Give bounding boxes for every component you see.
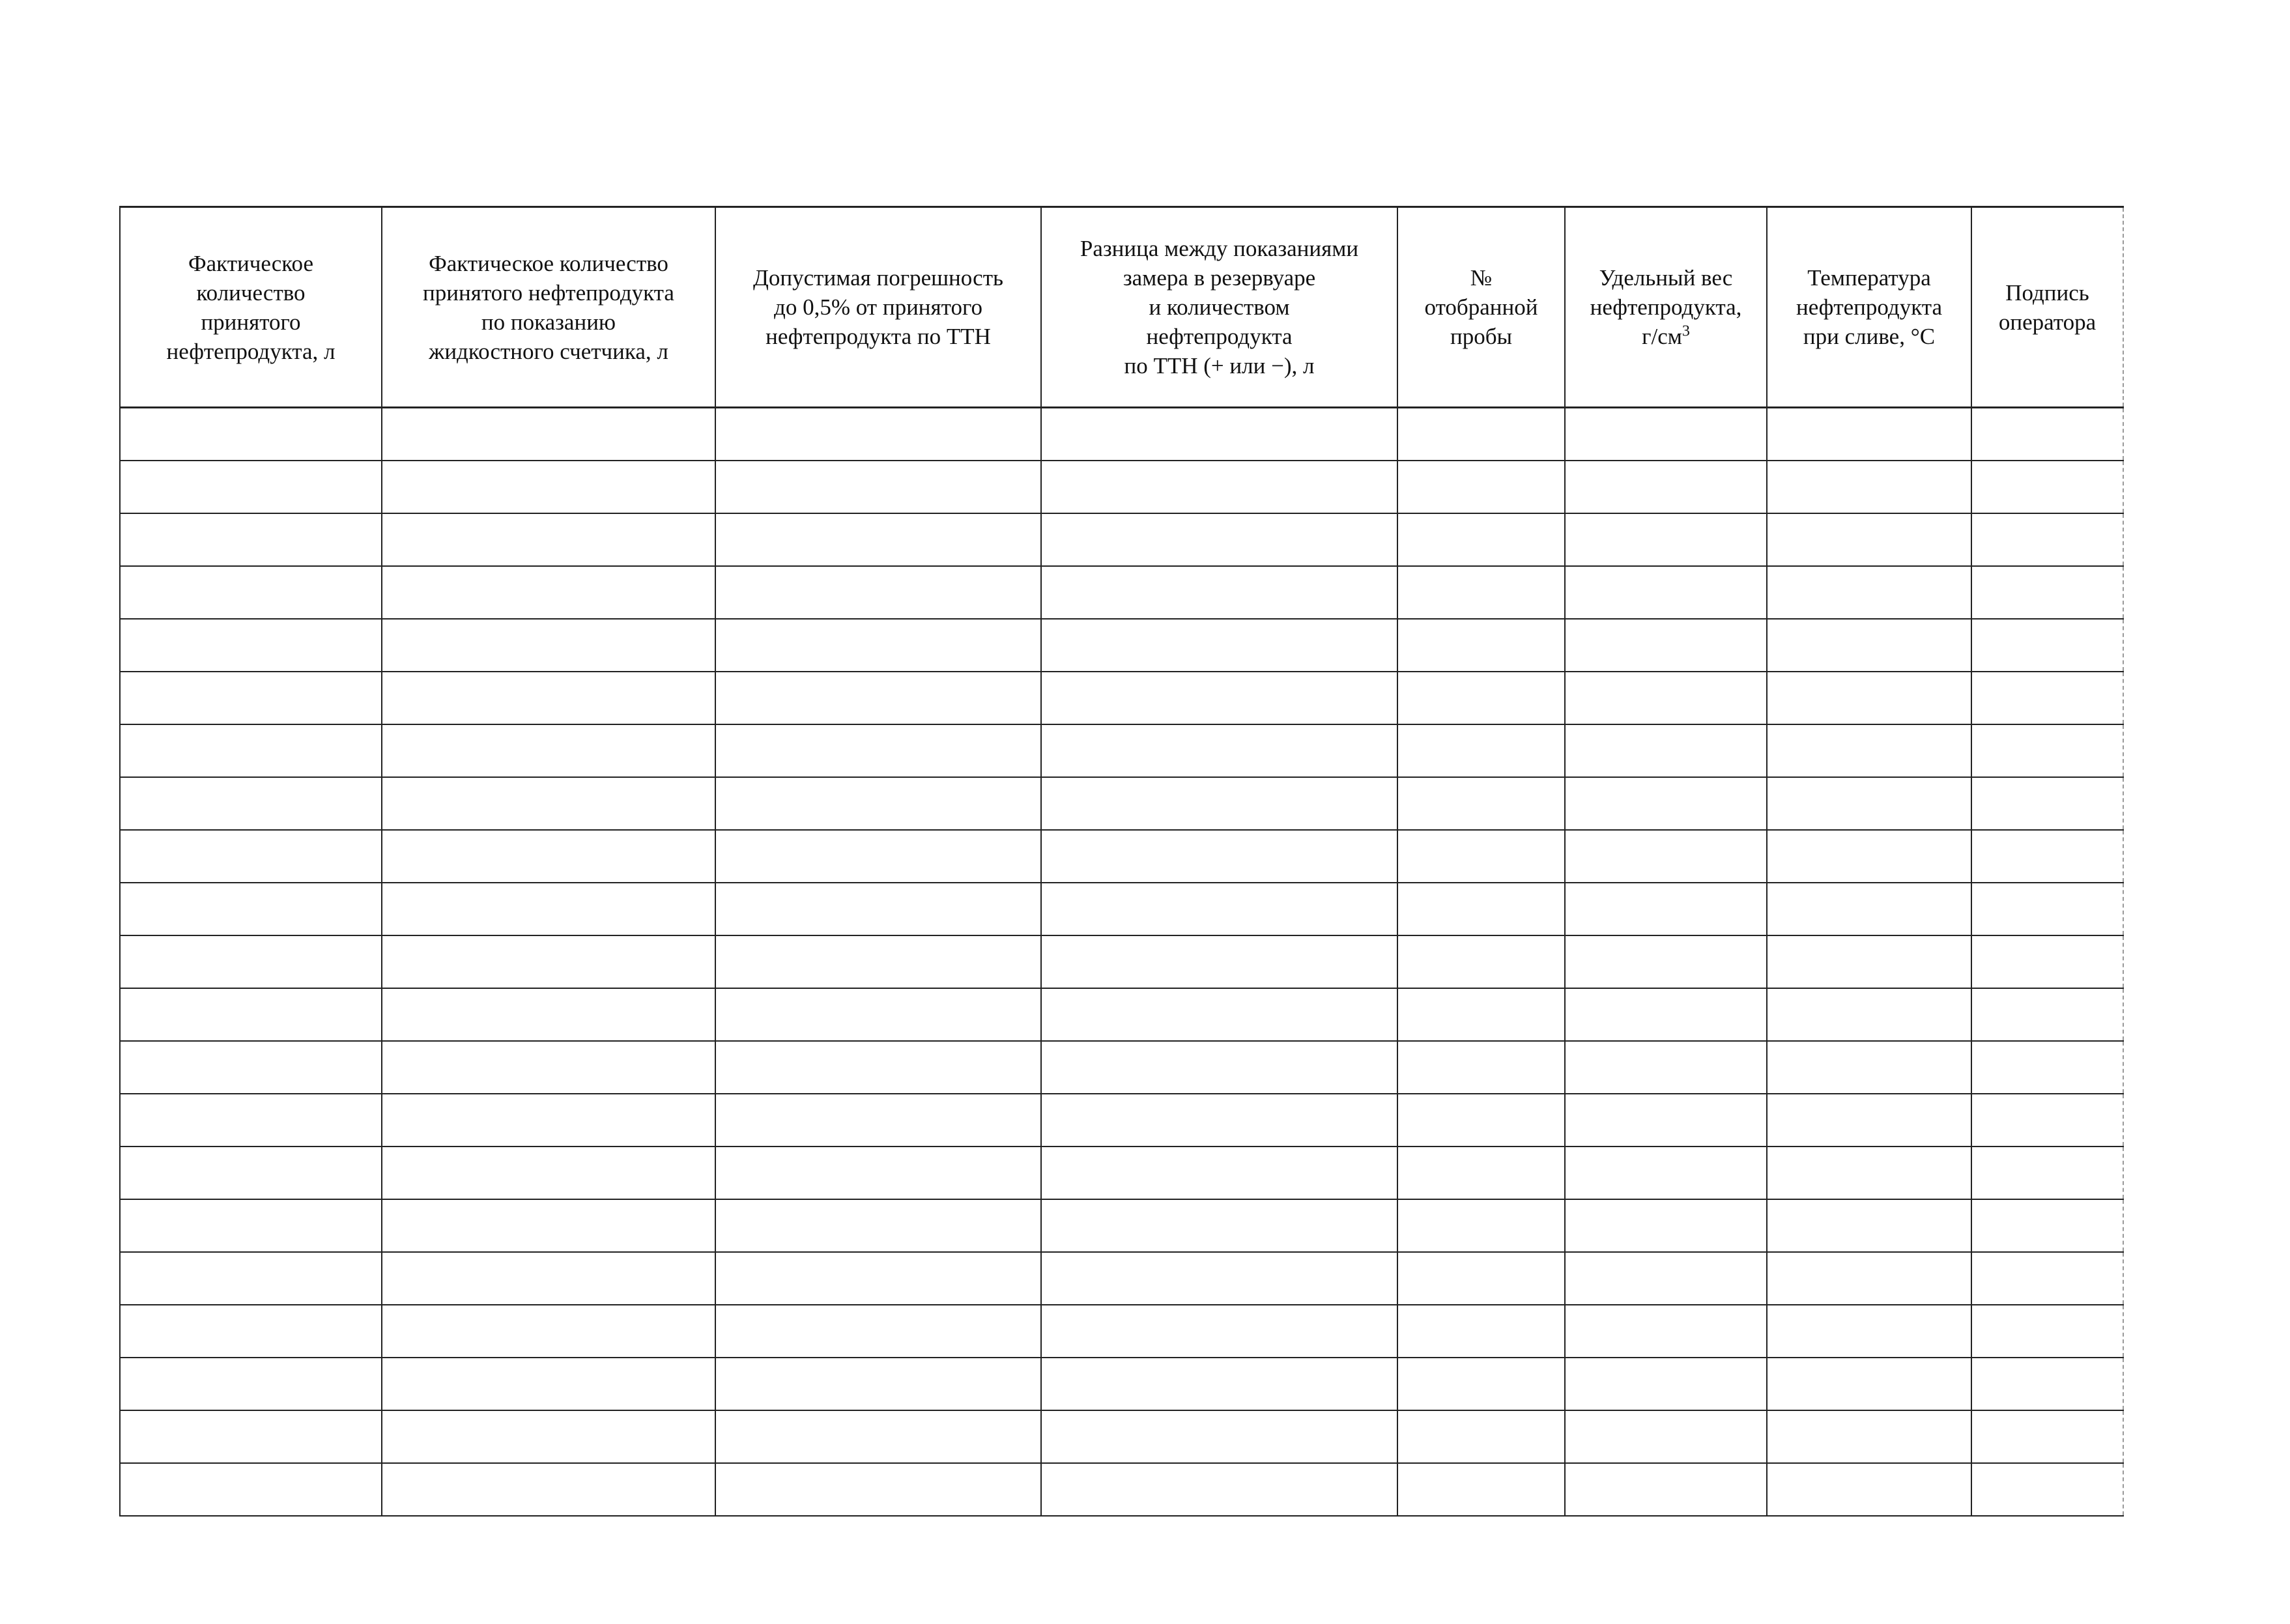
table-cell[interactable]	[715, 1147, 1041, 1199]
table-cell[interactable]	[1397, 566, 1565, 619]
table-cell[interactable]	[1397, 1410, 1565, 1463]
table-cell[interactable]	[715, 1041, 1041, 1094]
table-row	[120, 935, 2123, 988]
table-cell[interactable]	[382, 1305, 715, 1358]
table-cell[interactable]	[1971, 1147, 2123, 1199]
table-cell[interactable]	[1565, 724, 1767, 777]
header-temperature	[1767, 207, 1971, 408]
table-cell[interactable]	[120, 1358, 382, 1410]
header-allowed-error	[715, 207, 1041, 408]
table-cell[interactable]	[1565, 1199, 1767, 1252]
table-cell[interactable]	[1767, 1305, 1971, 1358]
header-row	[120, 207, 2123, 408]
table-cell[interactable]	[1767, 724, 1971, 777]
table-cell[interactable]	[1565, 830, 1767, 883]
table-cell[interactable]	[120, 1410, 382, 1463]
table-cell[interactable]	[1971, 1410, 2123, 1463]
table-cell[interactable]	[1971, 1305, 2123, 1358]
table-cell[interactable]	[1971, 408, 2123, 461]
table-cell[interactable]	[1041, 1358, 1397, 1410]
table-row	[120, 988, 2123, 1041]
table-cell[interactable]	[715, 988, 1041, 1041]
table-cell[interactable]	[1041, 830, 1397, 883]
table-cell[interactable]	[1565, 672, 1767, 724]
table-row	[120, 1147, 2123, 1199]
table-cell[interactable]	[382, 408, 715, 461]
table-cell[interactable]	[382, 513, 715, 566]
table-cell[interactable]	[382, 461, 715, 513]
table-cell[interactable]	[1397, 1147, 1565, 1199]
table-row	[120, 408, 2123, 461]
table-cell[interactable]	[1971, 619, 2123, 672]
table-cell[interactable]	[1397, 408, 1565, 461]
table-cell[interactable]	[1767, 461, 1971, 513]
table-cell[interactable]	[1971, 461, 2123, 513]
table-cell[interactable]	[1041, 1041, 1397, 1094]
table-cell[interactable]	[1041, 619, 1397, 672]
table-cell[interactable]	[382, 619, 715, 672]
table-cell[interactable]	[1971, 988, 2123, 1041]
table-cell[interactable]	[120, 1147, 382, 1199]
table-cell[interactable]	[1971, 1463, 2123, 1516]
table-cell[interactable]	[1397, 724, 1565, 777]
table-row	[120, 1358, 2123, 1410]
table-cell[interactable]	[1565, 777, 1767, 830]
table-cell[interactable]	[1565, 1358, 1767, 1410]
table-cell[interactable]	[1397, 830, 1565, 883]
intake-log-table	[119, 206, 2124, 1517]
table-cell[interactable]	[1565, 1305, 1767, 1358]
table-cell[interactable]	[715, 1199, 1041, 1252]
table-cell[interactable]	[1041, 1094, 1397, 1147]
table-cell[interactable]	[1565, 1252, 1767, 1305]
table-cell[interactable]	[382, 672, 715, 724]
table-cell[interactable]	[1041, 672, 1397, 724]
table-cell[interactable]	[1767, 1463, 1971, 1516]
table-cell[interactable]	[382, 1358, 715, 1410]
table-cell[interactable]	[1971, 830, 2123, 883]
table-cell[interactable]	[120, 724, 382, 777]
table-cell[interactable]	[382, 566, 715, 619]
table-cell[interactable]	[715, 1358, 1041, 1410]
table-row	[120, 672, 2123, 724]
table-cell[interactable]	[382, 935, 715, 988]
table-cell[interactable]	[1565, 1094, 1767, 1147]
table-row	[120, 883, 2123, 935]
header-specific-weight-exponent: 3	[1682, 322, 1690, 340]
table-cell[interactable]	[715, 513, 1041, 566]
table-header	[120, 207, 2123, 408]
header-allowed-error-label: Допустимая погрешность до 0,5% от принятого нефтепродукта по ТТН	[753, 265, 1003, 349]
table-cell[interactable]	[382, 883, 715, 935]
table-row	[120, 1041, 2123, 1094]
table-row	[120, 566, 2123, 619]
table-cell[interactable]	[1397, 1252, 1565, 1305]
table-cell[interactable]	[1397, 1358, 1565, 1410]
table-row	[120, 1094, 2123, 1147]
table-cell[interactable]	[382, 1094, 715, 1147]
table-cell[interactable]	[1041, 1199, 1397, 1252]
header-specific-weight-label: Удельный вес нефтепродукта, г/см	[1590, 265, 1742, 349]
table-cell[interactable]	[1565, 408, 1767, 461]
table-cell[interactable]	[1767, 935, 1971, 988]
table-cell[interactable]	[1971, 672, 2123, 724]
table-cell[interactable]	[1041, 1410, 1397, 1463]
table-cell[interactable]	[1565, 619, 1767, 672]
table-cell[interactable]	[120, 1094, 382, 1147]
table-cell[interactable]	[1767, 513, 1971, 566]
table-cell[interactable]	[120, 1305, 382, 1358]
table-cell[interactable]	[715, 566, 1041, 619]
table-cell[interactable]	[1767, 1199, 1971, 1252]
table-row	[120, 724, 2123, 777]
table-cell[interactable]	[120, 672, 382, 724]
table-cell[interactable]	[1971, 513, 2123, 566]
header-actual-quantity	[120, 207, 382, 408]
table-cell[interactable]	[1767, 1094, 1971, 1147]
table-cell[interactable]	[1767, 566, 1971, 619]
table-row	[120, 513, 2123, 566]
table-cell[interactable]	[382, 724, 715, 777]
table-cell[interactable]	[1041, 566, 1397, 619]
table-cell[interactable]	[120, 1463, 382, 1516]
table-cell[interactable]	[382, 1041, 715, 1094]
table-cell[interactable]	[120, 777, 382, 830]
table-cell[interactable]	[1767, 408, 1971, 461]
table-cell[interactable]	[1565, 513, 1767, 566]
table-cell[interactable]	[1397, 619, 1565, 672]
table-cell[interactable]	[120, 461, 382, 513]
table-cell[interactable]	[1971, 566, 2123, 619]
table-cell[interactable]	[1767, 619, 1971, 672]
table-cell[interactable]	[1565, 1410, 1767, 1463]
table-cell[interactable]	[1565, 566, 1767, 619]
table-cell[interactable]	[1041, 513, 1397, 566]
table-cell[interactable]	[715, 1094, 1041, 1147]
table-cell[interactable]	[1397, 777, 1565, 830]
table-cell[interactable]	[1767, 988, 1971, 1041]
table-row	[120, 461, 2123, 513]
table-cell[interactable]	[715, 461, 1041, 513]
table-row	[120, 830, 2123, 883]
table-cell[interactable]	[1971, 777, 2123, 830]
table-cell[interactable]	[1767, 777, 1971, 830]
table-cell[interactable]	[1041, 1252, 1397, 1305]
table-cell[interactable]	[1767, 830, 1971, 883]
table-cell[interactable]	[120, 1041, 382, 1094]
table-cell[interactable]	[382, 1147, 715, 1199]
header-difference-label: Разница между показаниями замера в резервуаре и количеством нефтепродукта по ТТН (+ или −), л	[1080, 236, 1359, 378]
table-cell[interactable]	[120, 935, 382, 988]
table-cell[interactable]	[1397, 1463, 1565, 1516]
table-cell[interactable]	[715, 883, 1041, 935]
table-cell[interactable]	[715, 672, 1041, 724]
table-cell[interactable]	[1565, 1463, 1767, 1516]
table-cell[interactable]	[1565, 1147, 1767, 1199]
header-operator-signature	[1971, 207, 2123, 408]
table-cell[interactable]	[1397, 672, 1565, 724]
table-cell[interactable]	[1767, 1358, 1971, 1410]
table-cell[interactable]	[1041, 724, 1397, 777]
header-difference	[1041, 207, 1397, 408]
table-cell[interactable]	[715, 619, 1041, 672]
table-cell[interactable]	[1565, 883, 1767, 935]
table-cell[interactable]	[715, 1410, 1041, 1463]
header-actual-quantity-label: Фактическое количество принятого нефтепродукта, л	[166, 250, 336, 364]
table-row	[120, 1463, 2123, 1516]
table-cell[interactable]	[1041, 1305, 1397, 1358]
table-cell[interactable]	[382, 830, 715, 883]
table-cell[interactable]	[1397, 988, 1565, 1041]
table-cell[interactable]	[715, 935, 1041, 988]
table-cell[interactable]	[1041, 777, 1397, 830]
header-meter-quantity-label: Фактическое количество принятого нефтепродукта по показанию жидкостного счетчика, л	[423, 250, 674, 364]
table-cell[interactable]	[1767, 883, 1971, 935]
table-cell[interactable]	[1041, 935, 1397, 988]
table-cell[interactable]	[1041, 461, 1397, 513]
table-cell[interactable]	[120, 513, 382, 566]
table-cell[interactable]	[715, 777, 1041, 830]
table-cell[interactable]	[715, 1463, 1041, 1516]
header-meter-quantity	[382, 207, 715, 408]
table-cell[interactable]	[1767, 1410, 1971, 1463]
table-cell[interactable]	[1397, 1094, 1565, 1147]
table-cell[interactable]	[1565, 935, 1767, 988]
table-cell[interactable]	[1971, 724, 2123, 777]
table-cell[interactable]	[1397, 1305, 1565, 1358]
table-cell[interactable]	[715, 1252, 1041, 1305]
table-cell[interactable]	[120, 830, 382, 883]
table-cell[interactable]	[715, 724, 1041, 777]
table-cell[interactable]	[1397, 513, 1565, 566]
table-cell[interactable]	[120, 1199, 382, 1252]
table-row	[120, 777, 2123, 830]
table-cell[interactable]	[1971, 1252, 2123, 1305]
table-cell[interactable]	[382, 988, 715, 1041]
table-row	[120, 1199, 2123, 1252]
table-cell[interactable]	[1971, 1199, 2123, 1252]
table-cell[interactable]	[1565, 461, 1767, 513]
table-cell[interactable]	[1041, 883, 1397, 935]
table-cell[interactable]	[1767, 1041, 1971, 1094]
table-cell[interactable]	[715, 830, 1041, 883]
table-cell[interactable]	[1767, 1147, 1971, 1199]
table-row	[120, 1252, 2123, 1305]
table-body	[120, 408, 2123, 1517]
table-cell[interactable]	[1397, 1199, 1565, 1252]
table-cell[interactable]	[382, 777, 715, 830]
table-cell[interactable]	[1767, 1252, 1971, 1305]
table-row	[120, 1305, 2123, 1358]
table-cell[interactable]	[382, 1463, 715, 1516]
header-sample-number-label: № отобранной пробы	[1424, 265, 1538, 349]
table-cell[interactable]	[1397, 461, 1565, 513]
table-row	[120, 619, 2123, 672]
table-cell[interactable]	[1767, 672, 1971, 724]
table-cell[interactable]	[1041, 408, 1397, 461]
table-cell[interactable]	[120, 883, 382, 935]
table-cell[interactable]	[120, 619, 382, 672]
table-cell[interactable]	[1397, 883, 1565, 935]
table-cell[interactable]	[1397, 935, 1565, 988]
table-cell[interactable]	[1565, 988, 1767, 1041]
table-cell[interactable]	[1971, 1094, 2123, 1147]
table-cell[interactable]	[715, 1305, 1041, 1358]
table-cell[interactable]	[120, 408, 382, 461]
table-cell[interactable]	[120, 566, 382, 619]
table-cell[interactable]	[1041, 1463, 1397, 1516]
table-cell[interactable]	[1041, 988, 1397, 1041]
table-cell[interactable]	[382, 1410, 715, 1463]
table-cell[interactable]	[120, 988, 382, 1041]
table-row	[120, 1410, 2123, 1463]
table-cell[interactable]	[1971, 1041, 2123, 1094]
header-specific-weight	[1565, 207, 1767, 408]
table-cell[interactable]	[1971, 1358, 2123, 1410]
table-cell[interactable]	[382, 1252, 715, 1305]
table-cell[interactable]	[1565, 1041, 1767, 1094]
table-cell[interactable]	[1397, 1041, 1565, 1094]
table-cell[interactable]	[1971, 935, 2123, 988]
table-cell[interactable]	[1971, 883, 2123, 935]
table-cell[interactable]	[1041, 1147, 1397, 1199]
header-operator-signature-label: Подпись оператора	[1998, 279, 2097, 335]
header-sample-number	[1397, 207, 1565, 408]
table-cell[interactable]	[382, 1199, 715, 1252]
table-cell[interactable]	[715, 408, 1041, 461]
header-temperature-label: Температура нефтепродукта при сливе, °С	[1796, 265, 1943, 349]
table-cell[interactable]	[120, 1252, 382, 1305]
